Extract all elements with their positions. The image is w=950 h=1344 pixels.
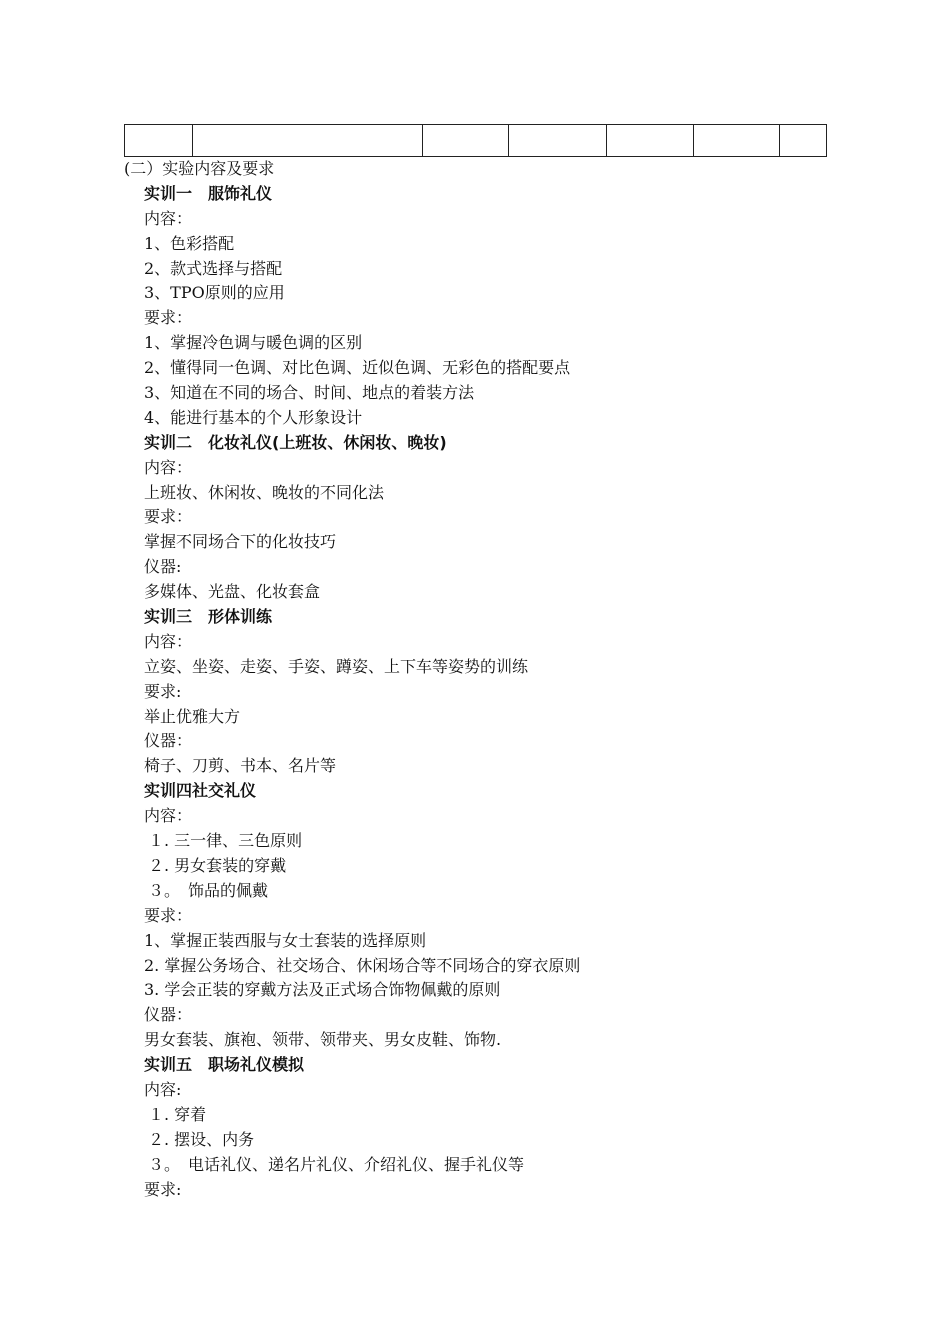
section-heading: 实训四社交礼仪 bbox=[144, 781, 257, 801]
text-line: 2、款式选择与搭配 bbox=[144, 258, 283, 278]
text-line: 内容: bbox=[144, 1079, 182, 1099]
text-line: 3、知道在不同的场合、时间、地点的着装方法 bbox=[144, 383, 475, 403]
section-heading: 实训五 职场礼仪模拟 bbox=[144, 1055, 305, 1075]
text-line: 2. 掌握公务场合、社交场合、休闲场合等不同场合的穿衣原则 bbox=[144, 955, 581, 975]
text-line: 多媒体、光盘、化妆套盒 bbox=[144, 582, 321, 602]
text-line: 3、TPO原则的应用 bbox=[144, 283, 285, 303]
text-line: 要求： bbox=[144, 308, 193, 328]
text-line: 内容： bbox=[144, 631, 193, 651]
text-line: 1、掌握冷色调与暖色调的区别 bbox=[144, 333, 363, 353]
text-line: 举止优雅大方 bbox=[144, 706, 241, 726]
section-heading: 实训三 形体训练 bbox=[144, 607, 273, 627]
text-line: １. 三一律、三色原则 bbox=[148, 831, 303, 851]
text-line: 内容： bbox=[144, 208, 193, 228]
text-line: １. 穿着 bbox=[148, 1104, 207, 1124]
section-heading: 实训二 化妆礼仪(上班妆、休闲妆、晚妆) bbox=[144, 432, 447, 452]
text-line: 上班妆、休闲妆、晚妆的不同化法 bbox=[144, 482, 385, 502]
text-line: 2、懂得同一色调、对比色调、近似色调、无彩色的搭配要点 bbox=[144, 358, 571, 378]
text-line: 立姿、坐姿、走姿、手姿、蹲姿、上下车等姿势的训练 bbox=[144, 656, 529, 676]
section-heading: 实训一 服饰礼仪 bbox=[144, 183, 273, 203]
table-cell bbox=[509, 125, 607, 157]
text-line: 椅子、刀剪、书本、名片等 bbox=[144, 756, 337, 776]
text-line: 要求： bbox=[144, 905, 193, 925]
text-line: ２. 男女套装的穿戴 bbox=[148, 855, 287, 875]
text-line: 内容： bbox=[144, 806, 193, 826]
text-line: 仪器: bbox=[144, 557, 182, 577]
table-cell bbox=[607, 125, 694, 157]
table-cell bbox=[125, 125, 193, 157]
text-line: 要求: bbox=[144, 1179, 182, 1199]
text-line: ２. 摆设、内务 bbox=[148, 1129, 255, 1149]
table-cell bbox=[423, 125, 509, 157]
document-body bbox=[124, 157, 904, 1202]
text-line: 要求: bbox=[144, 681, 182, 701]
text-line: ３。 电话礼仪、递名片礼仪、介绍礼仪、握手礼仪等 bbox=[148, 1154, 525, 1174]
text-line: 仪器： bbox=[144, 731, 193, 751]
text-line: 男女套装、旗袍、领带、领带夹、男女皮鞋、饰物. bbox=[144, 1030, 502, 1050]
text-line: 1、掌握正装西服与女士套装的选择原则 bbox=[144, 930, 427, 950]
text-line: 4、能进行基本的个人形象设计 bbox=[144, 407, 363, 427]
table-cell bbox=[193, 125, 423, 157]
text-line: 要求： bbox=[144, 507, 193, 527]
text-line: 内容： bbox=[144, 457, 193, 477]
header-table bbox=[124, 124, 827, 157]
text-line: 3. 学会正装的穿戴方法及正式场合饰物佩戴的原则 bbox=[144, 980, 501, 1000]
text-line: 仪器： bbox=[144, 1005, 193, 1025]
section-title: (二）实验内容及要求 bbox=[124, 159, 275, 178]
text-line: 掌握不同场合下的化妆技巧 bbox=[144, 532, 337, 552]
table-cell bbox=[694, 125, 780, 157]
table-row bbox=[125, 125, 827, 157]
text-line: ３。 饰品的佩戴 bbox=[148, 880, 269, 900]
table-cell bbox=[780, 125, 827, 157]
text-line: 1、色彩搭配 bbox=[144, 233, 235, 253]
